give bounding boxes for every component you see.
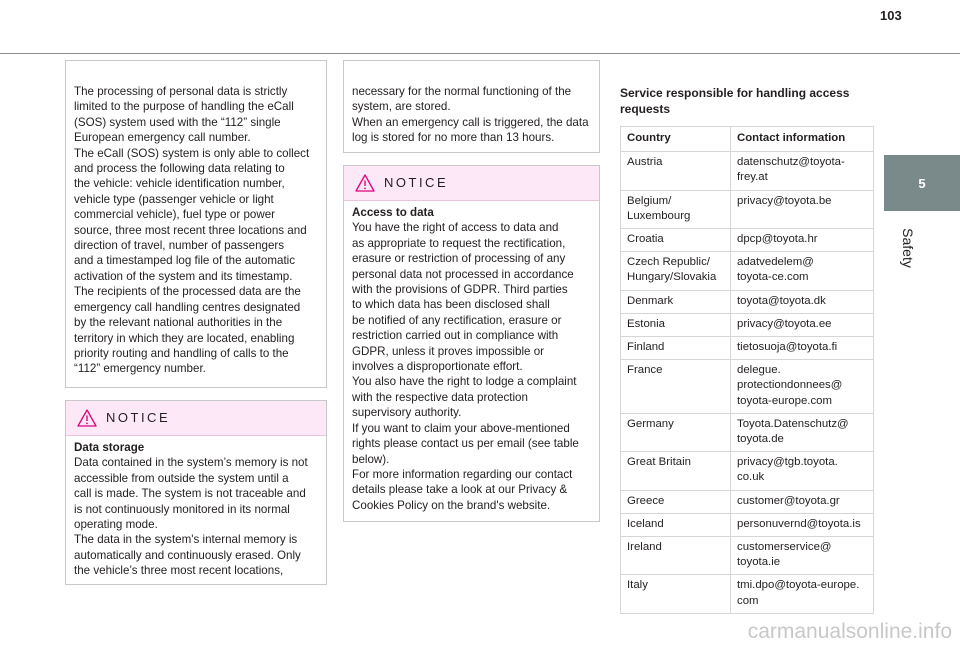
contact-cell — [731, 337, 874, 360]
country-cell — [621, 337, 731, 360]
country-cell-line: Great Britain — [627, 456, 691, 469]
notice-line: For more information regarding our contact — [352, 467, 573, 481]
contact-cell — [731, 152, 874, 190]
chapter-number: 5 — [918, 175, 926, 191]
notice-line: as appropriate to request the rectification, — [352, 236, 566, 250]
contact-cell-line[interactable]: tietosuoja@toyota.fi — [737, 341, 838, 354]
table-row — [621, 252, 874, 290]
table-row — [621, 513, 874, 536]
intro-line: priority routing and handling of calls to the — [74, 346, 289, 360]
table-header-row — [621, 127, 874, 152]
notice-line: is not continuously monitored in its normal — [74, 502, 290, 516]
notice-body — [344, 201, 599, 513]
notice-line: automatically and continuously erased. Only — [74, 548, 301, 562]
header-rule — [0, 53, 960, 54]
contacts-table — [620, 126, 874, 614]
country-cell-line: Estonia — [627, 317, 665, 330]
notice-heading: Access to data — [352, 206, 434, 219]
contact-cell-line[interactable]: toyota.ie — [737, 556, 781, 569]
country-cell — [621, 513, 731, 536]
column-header-country: Country — [621, 127, 731, 152]
notice-title: NOTICE — [106, 410, 171, 426]
country-cell-line: Hungary/Slovakia — [627, 271, 717, 284]
contact-cell-line[interactable]: protectiondonnees@ — [737, 379, 843, 392]
intro-line: the vehicle: vehicle identification number, — [74, 177, 285, 191]
table-row — [621, 229, 874, 252]
intro-line: vehicle type (passenger vehicle or light — [74, 192, 274, 206]
intro-line: commercial vehicle), fuel type or power — [74, 208, 276, 222]
country-cell-line: France — [627, 364, 663, 377]
notice-line: Cookies Policy on the brand's website. — [352, 498, 551, 512]
contact-cell — [731, 360, 874, 414]
notice-line: supervisory authority. — [352, 406, 462, 420]
chapter-tab[interactable] — [884, 155, 960, 211]
notice-data-storage — [65, 400, 327, 585]
notice-access-to-data — [343, 165, 600, 522]
contact-cell — [731, 575, 874, 613]
notice-line: be notified of any rectification, erasure or — [352, 313, 562, 327]
contact-cell-line[interactable]: co.uk — [737, 471, 765, 484]
contact-cell-line[interactable]: toyota-europe.com — [737, 394, 832, 407]
country-cell — [621, 229, 731, 252]
section-heading — [620, 85, 880, 117]
contact-cell — [731, 452, 874, 490]
contact-cell-line[interactable]: com — [737, 594, 759, 607]
continuation-box — [343, 60, 600, 153]
country-cell — [621, 360, 731, 414]
notice-line: You also have the right to lodge a complaint — [352, 375, 577, 389]
contacts-table-body — [621, 152, 874, 614]
country-cell-line: Luxembourg — [627, 209, 691, 222]
notice-line: The data in the system's internal memory is — [74, 533, 298, 547]
contact-cell-line[interactable]: customerservice@ — [737, 541, 832, 554]
contact-cell-line[interactable]: dpcp@toyota.hr — [737, 233, 818, 246]
contact-cell-line[interactable]: frey.at — [737, 171, 768, 184]
contact-cell-line[interactable]: tmi.dpo@toyota-europe. — [737, 579, 860, 592]
contact-cell-line[interactable]: privacy@toyota.ee — [737, 317, 832, 330]
table-row — [621, 452, 874, 490]
notice-line: involves a disproportionate effort. — [352, 360, 523, 374]
contact-cell-line[interactable]: privacy@toyota.be — [737, 194, 832, 207]
notice-body — [66, 436, 326, 579]
column-header-contact: Contact information — [731, 127, 874, 152]
country-cell — [621, 152, 731, 190]
contact-cell-line[interactable]: Toyota.Datenschutz@ — [737, 417, 849, 430]
contact-cell-line[interactable]: customer@toyota.gr — [737, 494, 840, 507]
continuation-line: necessary for the normal functioning of the — [352, 85, 572, 98]
table-row — [621, 152, 874, 190]
intro-line: “112” emergency number. — [74, 362, 206, 376]
notice-line: erasure or restriction of processing of any — [352, 252, 566, 266]
notice-line: operating mode. — [74, 518, 158, 532]
country-cell-line: Denmark — [627, 294, 674, 307]
notice-line: details please take a look at our Privacy & — [352, 483, 568, 497]
table-row — [621, 337, 874, 360]
intro-line: emergency call handling centres designated — [74, 300, 301, 314]
country-cell-line: Czech Republic/ — [627, 256, 710, 269]
contact-cell-line[interactable]: personuvernd@toyota.is — [737, 517, 861, 530]
country-cell — [621, 575, 731, 613]
contact-cell — [731, 537, 874, 575]
intro-line: source, three most recent three locations and — [74, 223, 307, 237]
intro-line: direction of travel, number of passengers — [74, 239, 285, 253]
section-heading-line: requests — [620, 102, 671, 116]
continuation-line: log is stored for no more than 13 hours. — [352, 131, 555, 145]
country-cell — [621, 452, 731, 490]
intro-line: territory in which they are located, enabling — [74, 331, 295, 345]
notice-line: GDPR, unless it proves impossible or — [352, 344, 545, 358]
continuation-text — [344, 61, 599, 146]
notice-line: accessible from outside the system until a — [74, 471, 289, 485]
notice-heading: Data storage — [74, 441, 145, 454]
intro-box — [65, 60, 327, 388]
intro-line: activation of the system and its timestamp. — [74, 269, 293, 283]
watermark: carmanualsonline.info — [747, 620, 952, 643]
notice-line: restriction carried out in compliance with — [352, 329, 559, 343]
country-cell — [621, 190, 731, 228]
table-row — [621, 413, 874, 451]
country-cell-line: Italy — [627, 579, 648, 592]
country-cell — [621, 313, 731, 336]
continuation-line: When an emergency call is triggered, the data — [352, 115, 589, 129]
contact-cell-line[interactable]: toyota.de — [737, 433, 784, 446]
table-row — [621, 360, 874, 414]
notice-header — [344, 166, 599, 201]
contact-cell — [731, 490, 874, 513]
notice-line: If you want to claim your above-mentioned — [352, 421, 570, 435]
table-row — [621, 290, 874, 313]
table-row — [621, 575, 874, 613]
intro-line: limited to the purpose of handling the eCall — [74, 100, 294, 114]
country-cell-line: Germany — [627, 417, 674, 430]
notice-title: NOTICE — [384, 175, 449, 191]
country-cell — [621, 252, 731, 290]
intro-line: European emergency call number. — [74, 131, 251, 145]
intro-line: The recipients of the processed data are the — [74, 285, 301, 299]
chapter-label-text: Safety — [899, 228, 916, 268]
contact-cell-line[interactable]: adatvedelem@ — [737, 256, 814, 269]
notice-line: Data contained in the system’s memory is not — [74, 456, 308, 470]
notice-line: with the respective data protection — [352, 390, 528, 404]
country-cell-line: Belgium/ — [627, 194, 672, 207]
table-row — [621, 190, 874, 228]
notice-header — [66, 401, 326, 436]
notice-line: personal data not processed in accordance — [352, 267, 574, 281]
intro-line: and a timestamped log file of the automatic — [74, 254, 296, 268]
contact-cell-line[interactable]: toyota@toyota.dk — [737, 294, 826, 307]
contact-cell — [731, 229, 874, 252]
contact-cell — [731, 290, 874, 313]
notice-line: to which data has been disclosed shall — [352, 298, 550, 312]
section-heading-line: Service responsible for handling access — [620, 86, 850, 100]
contact-cell — [731, 413, 874, 451]
country-cell-line: Ireland — [627, 541, 662, 554]
intro-line: The eCall (SOS) system is only able to collect — [74, 146, 310, 160]
notice-line: call is made. The system is not traceable and — [74, 487, 306, 501]
country-cell-line: Croatia — [627, 233, 664, 246]
contact-cell-line[interactable]: datenschutz@toyota- — [737, 156, 845, 169]
country-cell-line: Greece — [627, 494, 665, 507]
warning-icon — [77, 409, 97, 427]
country-cell — [621, 490, 731, 513]
country-cell — [621, 537, 731, 575]
contact-cell — [731, 190, 874, 228]
notice-line: You have the right of access to data and — [352, 221, 559, 235]
notice-line: rights please contact us per email (see table — [352, 437, 579, 451]
country-cell-line: Iceland — [627, 517, 664, 530]
intro-line: by the relevant national authorities in the — [74, 316, 283, 330]
chapter-label — [888, 218, 928, 278]
table-row — [621, 490, 874, 513]
notice-line: below). — [352, 452, 390, 466]
country-cell — [621, 290, 731, 313]
notice-line: the vehicle’s three most recent locations, — [74, 564, 284, 578]
intro-text — [66, 61, 326, 377]
continuation-line: system, are stored. — [352, 100, 451, 114]
table-row — [621, 313, 874, 336]
contact-cell-line[interactable]: privacy@tgb.toyota. — [737, 456, 838, 469]
contact-cell — [731, 513, 874, 536]
country-cell — [621, 413, 731, 451]
intro-line: The processing of personal data is strictly — [74, 85, 288, 98]
intro-line: and process the following data relating to — [74, 162, 285, 176]
notice-line: with the provisions of GDPR. Third parties — [352, 283, 568, 297]
contact-cell — [731, 252, 874, 290]
intro-line: (SOS) system used with the “112” single — [74, 115, 281, 129]
warning-icon — [355, 174, 375, 192]
contact-cell — [731, 313, 874, 336]
contact-cell-line[interactable]: delegue. — [737, 364, 781, 377]
contact-cell-line[interactable]: toyota-ce.com — [737, 271, 809, 284]
table-row — [621, 537, 874, 575]
country-cell-line: Austria — [627, 156, 663, 169]
page-number: 103 — [880, 8, 902, 23]
country-cell-line: Finland — [627, 341, 665, 354]
